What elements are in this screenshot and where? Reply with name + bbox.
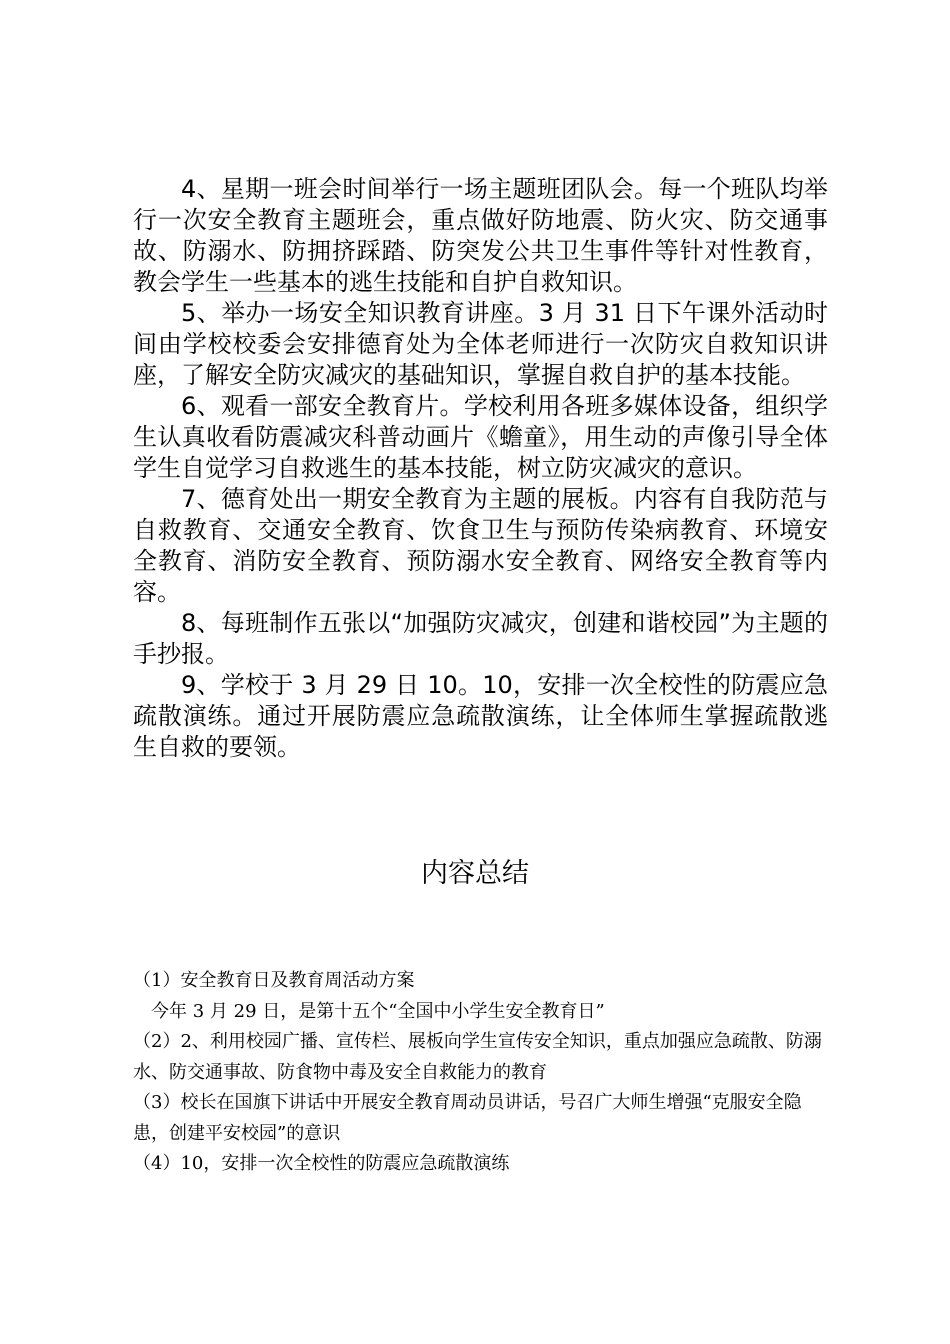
paragraph-item-6: 6、观看一部安全教育片。学校利用各班多媒体设备，组织学生认真收看防震减灾科普动画片《蟾童》，用生动的声像引导全体学生自觉学习自救逃生的基本技能，树立防灾减灾的意识。 (133, 392, 828, 482)
summary-item-4: （4）10，安排一次全校性的防震应急疏散演练 (133, 1153, 510, 1174)
summary-title: 内容总结 (421, 858, 529, 889)
summary-item-1-detail: 今年 3 月 29 日，是第十五个“全国中小学生安全教育日” (151, 1000, 605, 1022)
summary-item-2: （2）2、利用校园广播、宣传栏、展板向学生宣传安全知识，重点加强应急疏散、防溺水、防交通事故、防食物中毒及安全自救能力的教育 (133, 1031, 822, 1083)
paragraph-item-7: 7、德育处出一期安全教育为主题的展板。内容有自我防范与自救教育、交通安全教育、饮食卫生与预防传染病教育、环境安全教育、消防安全教育、预防溺水安全教育、网络安全教育等内容。 (133, 485, 828, 606)
paragraph-item-5: 5、举办一场安全知识教育讲座。3 月 31 日下午课外活动时间由学校校委会安排德育处为全体老师进行一次防灾自救知识讲座，了解安全防灾减灾的基础知识，掌握自救自护的基本技能。 (133, 299, 828, 389)
paragraph-item-4: 4、星期一班会时间举行一场主题班团队会。每一个班队均举行一次安全教育主题班会，重点做好防地震、防火灾、防交通事故、防溺水、防拥挤踩踏、防突发公共卫生事件等针对性教育，教会学生一些基本的逃生技能和自护自救知识。 (133, 175, 828, 296)
summary-list (133, 966, 823, 1180)
summary-item-1: （1）安全教育日及教育周活动方案 (133, 970, 415, 991)
paragraph-item-9: 9、学校于 3 月 29 日 10。10，安排一次全校性的防震应急疏散演练。通过开展防震应急疏散演练，让全体师生掌握疏散逃生自救的要领。 (133, 671, 828, 761)
paragraph-item-8: 8、每班制作五张以“加强防灾减灾，创建和谐校园”为主题的手抄报。 (133, 609, 828, 668)
summary-item-3: （3）校长在国旗下讲话中开展安全教育周动员讲话，号召广大师生增强“克服安全隐患，创建平安校园”的意识 (133, 1092, 802, 1144)
activity-list (133, 174, 828, 763)
